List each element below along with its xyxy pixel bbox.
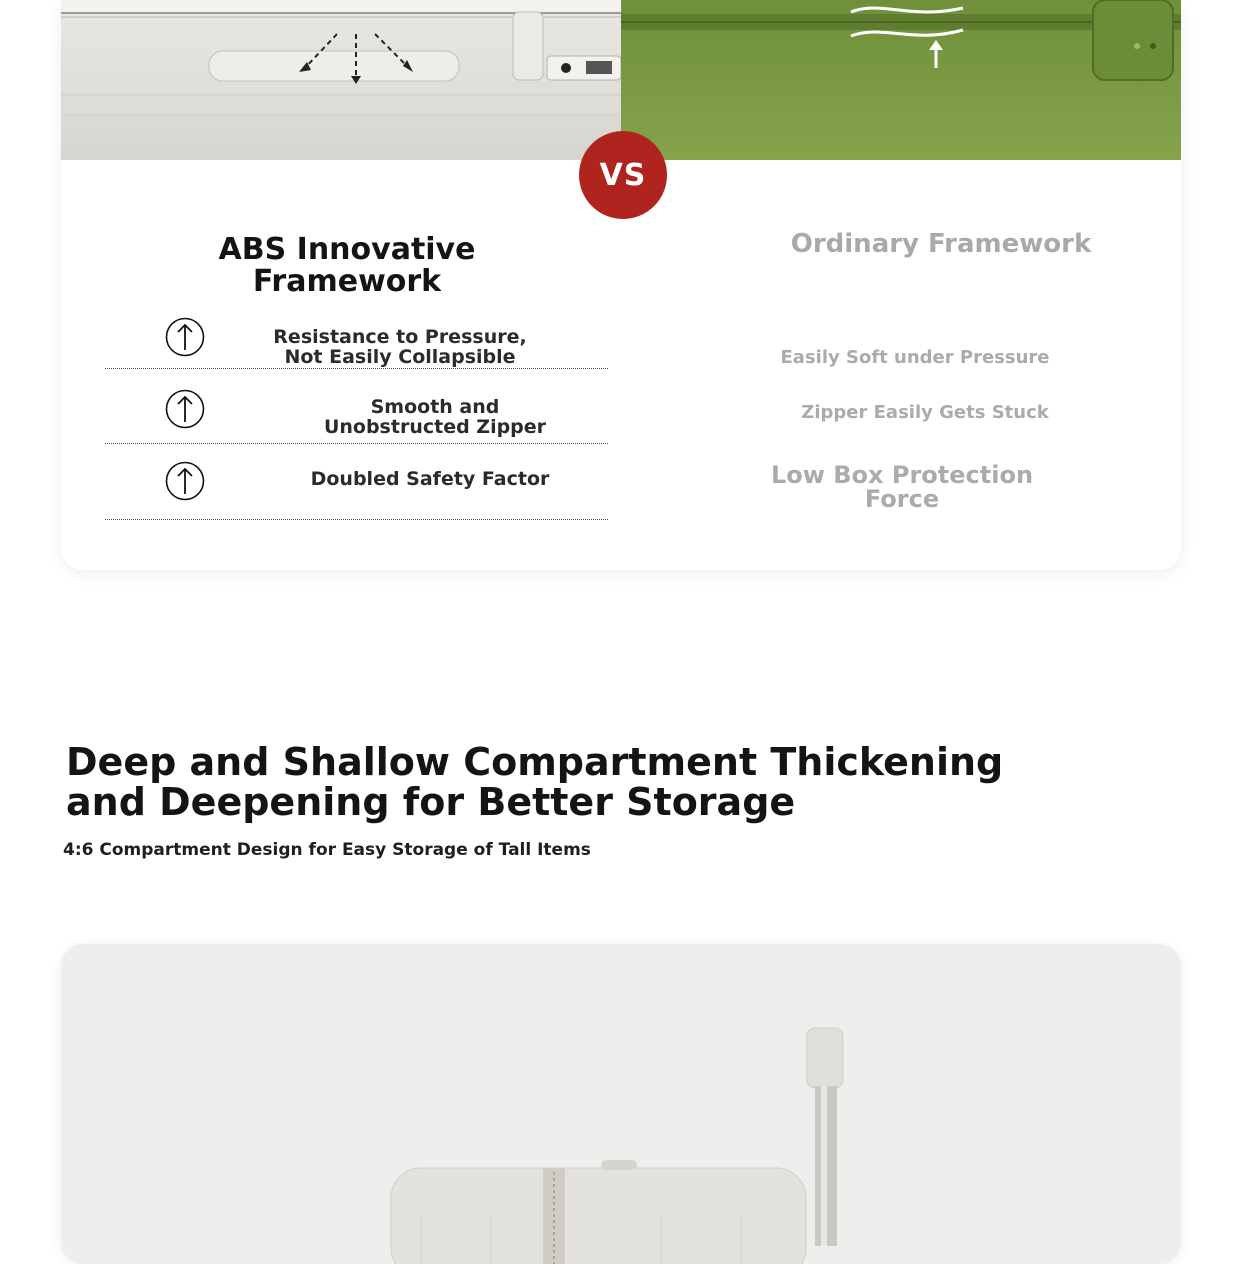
comparison-card bbox=[61, 0, 1181, 570]
drawback-text: Easily Soft under Pressure bbox=[780, 347, 1050, 368]
ordinary-suitcase-photo bbox=[621, 0, 1181, 160]
ordinary-framework-title: Ordinary Framework bbox=[790, 229, 1092, 259]
abs-suitcase-photo bbox=[61, 0, 621, 160]
feature-row-pressure bbox=[105, 310, 608, 369]
storage-section-subtitle: 4:6 Compartment Design for Easy Storage of Tall Items bbox=[63, 840, 591, 860]
vs-badge: VS bbox=[579, 131, 667, 219]
storage-section-title: Deep and Shallow Compartment Thickening and Deepening for Better Storage bbox=[66, 740, 1004, 824]
suitcase-product-image bbox=[61, 944, 1181, 1264]
up-arrow-circle-icon bbox=[165, 317, 205, 357]
feature-text: Resistance to Pressure, Not Easily Collapsible bbox=[273, 326, 527, 368]
abs-framework-title: ABS Innovative Framework bbox=[218, 232, 476, 299]
drawback-text: Low Box Protection Force bbox=[770, 461, 1034, 513]
feature-text: Smooth and Unobstructed Zipper bbox=[323, 396, 547, 438]
drawback-text: Zipper Easily Gets Stuck bbox=[801, 402, 1049, 423]
up-arrow-circle-icon bbox=[165, 461, 205, 501]
feature-row-safety bbox=[105, 455, 608, 520]
up-arrow-circle-icon bbox=[165, 389, 205, 429]
feature-row-zipper bbox=[105, 382, 608, 444]
feature-text: Doubled Safety Factor bbox=[310, 468, 550, 490]
